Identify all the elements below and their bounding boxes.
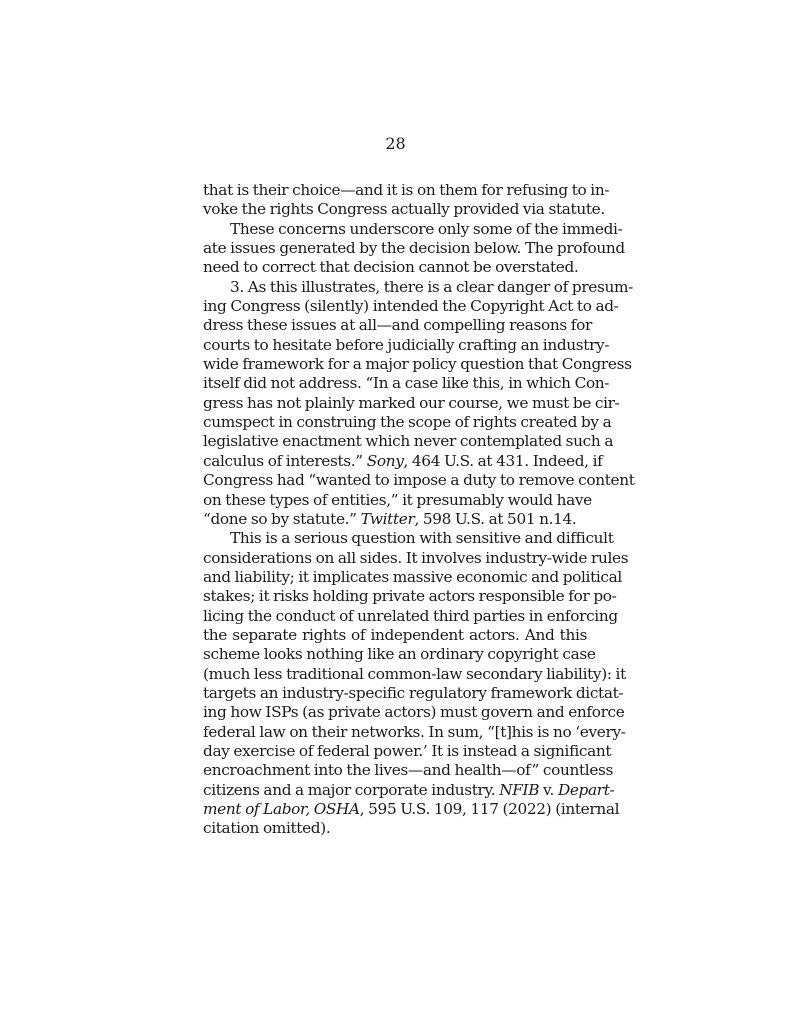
text-line: This is a serious question with sensitive and difficult: [230, 529, 614, 548]
text-line: Congress had “wanted to impose a duty to remove content: [203, 471, 635, 490]
text-segment: , 595 U.S. 109, 117 (2022) (internal: [359, 800, 620, 818]
text-line: gress has not plainly marked our course, we must be cir-: [203, 393, 620, 412]
text-line: ate issues generated by the decision below. The profound: [203, 239, 625, 258]
text-line-with-citation: [203, 451, 603, 471]
text-line: and liability; it implicates massive economic and political: [203, 567, 622, 586]
text-line: targets an industry-specific regulatory framework dictat-: [203, 683, 624, 702]
text-line: dress these issues at all—and compelling reasons for: [203, 316, 592, 335]
text-line: that is their choice—and it is on them for refusing to in-: [203, 181, 610, 199]
paragraph-continuation: [203, 181, 610, 220]
text-line: considerations on all sides. It involves industry-wide rules: [203, 548, 629, 567]
text-segment: calculus of interests.”: [203, 451, 363, 470]
text-line: (much less traditional common-law secondary liability): it: [203, 664, 626, 683]
text-line: federal law on their networks. In sum, “[t]his is no ‘every-: [203, 722, 626, 741]
paragraph-concerns: [203, 219, 625, 278]
text-line: ing Congress (silently) intended the Copyright Act to ad-: [203, 297, 619, 316]
text-line: encroachment into the lives—and health—of” countless: [203, 761, 614, 780]
text-segment: v.: [539, 780, 558, 799]
text-line: 3. As this illustrates, there is a clear danger of presum-: [230, 277, 633, 296]
case-citation-twitter: Twitter: [360, 509, 415, 528]
body-text: [203, 181, 635, 839]
text-line-with-citation: [203, 780, 615, 800]
text-segment: , 464 U.S. at 431. Indeed, if: [403, 451, 603, 470]
paragraph-serious-question: [203, 529, 629, 839]
text-line: licing the conduct of unrelated third parties in enforcing: [203, 606, 618, 625]
text-line: courts to hesitate before judicially crafting an industry-: [203, 335, 610, 354]
text-line: voke the rights Congress actually provided via statute.: [203, 200, 605, 219]
text-line: stakes; it risks holding private actors responsible for po-: [203, 587, 617, 606]
text-line: need to correct that decision cannot be overstated.: [203, 258, 579, 277]
text-line: the separate rights of independent actors. And this: [203, 625, 587, 644]
text-segment: , 598 U.S. at 501 n.14.: [414, 509, 577, 528]
text-line: on these types of entities,” it presumably would have: [203, 490, 592, 509]
text-line: cumspect in construing the scope of rights created by a: [203, 413, 612, 432]
text-line-with-citation: [203, 510, 587, 529]
text-segment: citizens and a major corporate industry.: [203, 780, 496, 799]
case-citation-nfib: NFIB: [499, 780, 540, 799]
text-line: ing how ISPs (as private actors) must govern and enforce: [203, 703, 625, 722]
text-line: scheme looks nothing like an ordinary copyright case: [203, 645, 596, 664]
paragraph-danger: [203, 277, 635, 529]
page-number: 28: [385, 134, 406, 153]
text-segment: “done so by statute.”: [203, 509, 357, 528]
text-line: These concerns underscore only some of the immedi-: [230, 219, 623, 238]
case-citation-sony: Sony: [366, 451, 404, 470]
case-citation-osha: ment of Labor, OSHA: [203, 800, 360, 818]
text-line-with-citation: [203, 800, 620, 819]
text-line: itself did not address. “In a case like this, in which Con-: [203, 374, 610, 393]
text-line: wide framework for a major policy question that Congress: [203, 355, 632, 374]
text-line: legislative enactment which never contemplated such a: [203, 432, 614, 451]
case-citation-department: Depart-: [557, 780, 615, 799]
text-line: citation omitted).: [203, 819, 331, 838]
text-line: day exercise of federal power.’ It is instead a significant: [203, 741, 612, 760]
